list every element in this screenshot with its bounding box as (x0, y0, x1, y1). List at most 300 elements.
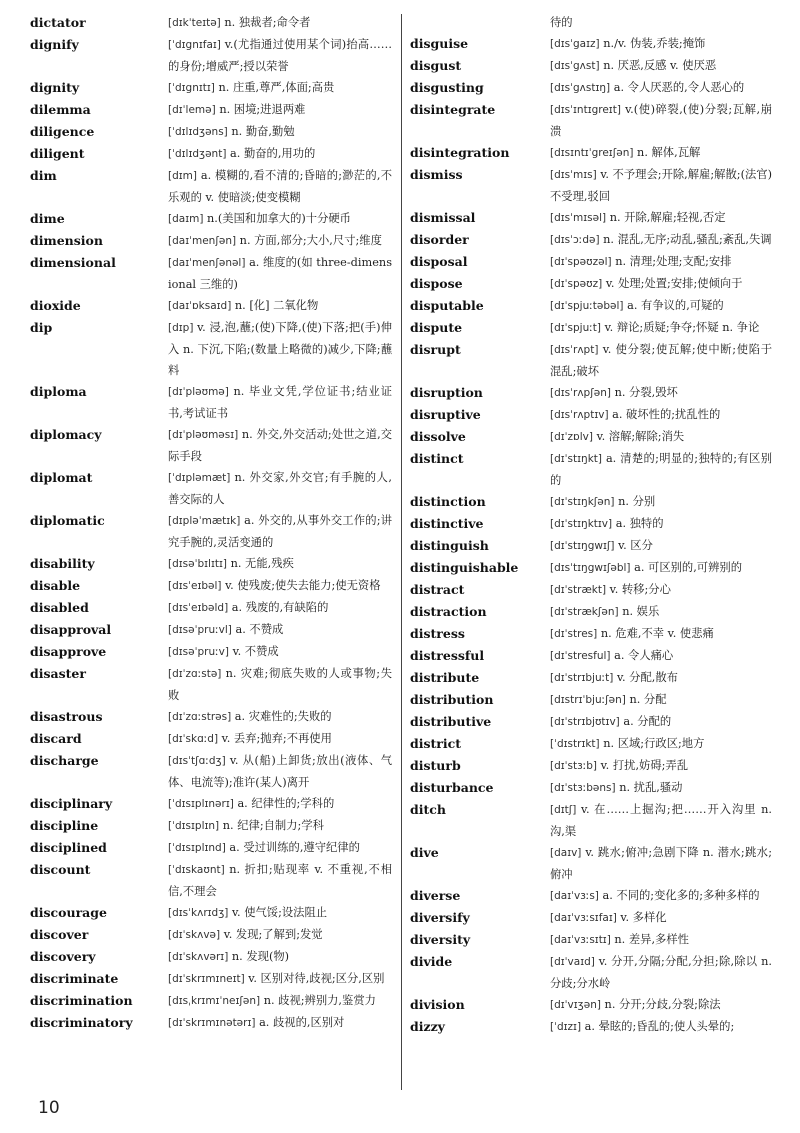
entry-body (168, 946, 392, 968)
entry-phonetic: [daɪv] (550, 847, 582, 859)
entry-body (168, 467, 392, 510)
entry-word: diverse (410, 888, 461, 903)
entry-body (168, 77, 392, 99)
entry-definition: n. 分开;分歧,分裂;除法 (604, 998, 721, 1011)
entry-body (168, 295, 392, 317)
dictionary-entry (30, 1012, 392, 1034)
entry-phonetic: [ˈdɪsɪplɪnərɪ] (168, 798, 234, 810)
dictionary-entry (410, 557, 772, 579)
dictionary-entry (30, 165, 392, 208)
dictionary-entry (410, 689, 772, 711)
entry-phonetic: [ˈdɪpləmæt] (168, 472, 231, 484)
entry-body (168, 1012, 392, 1034)
entry-word: diligent (30, 146, 85, 161)
entry-body (168, 510, 392, 553)
dictionary-entry (410, 99, 772, 142)
entry-phonetic: [dɪsˈeɪbəld] (168, 602, 229, 614)
entry-definition: n. 勤奋,勤勉 (231, 125, 295, 138)
dictionary-entry (410, 164, 772, 207)
entry-body (168, 968, 392, 990)
dictionary-entry (30, 553, 392, 575)
entry-definition: n. 解体,瓦解 (637, 146, 701, 159)
entry-body (550, 77, 772, 99)
entry-body (168, 641, 392, 663)
entry-body (550, 142, 772, 164)
dictionary-entry (30, 750, 392, 793)
entry-word: discover (30, 927, 89, 942)
dictionary-entry (30, 619, 392, 641)
entry-body (550, 689, 772, 711)
entry-definition: a. 令人厌恶的,令人恶心的 (613, 81, 745, 94)
entry-definition: v. 不予理会;开除,解雇;解散;(法官)不受理,驳回 (550, 168, 772, 203)
entry-phonetic: [dɪsˈmɪsəl] (550, 212, 607, 224)
entry-phonetic: [dɪsəˈpruːvl] (168, 624, 232, 636)
entry-phonetic: [dɪsˈmɪs] (550, 169, 597, 181)
dictionary-entry (410, 623, 772, 645)
entry-definition: a. 独特的 (615, 517, 664, 530)
entry-word: disturbance (410, 780, 494, 795)
entry-phonetic: [ˈdɪlɪdʒənt] (168, 148, 227, 160)
entry-definition: v. 溶解;解除;消失 (596, 430, 685, 443)
entry-definition: v. 从(船)上卸货;放出(液体、气体、电流等);准许(某人)离开 (168, 754, 392, 789)
right-column (410, 12, 772, 1038)
entry-definition: n. 区域;行政区;地方 (603, 737, 705, 750)
entry-word: dimensional (30, 255, 116, 270)
entry-phonetic: [dɪsˈɔːdə] (550, 234, 600, 246)
entry-body (550, 229, 772, 251)
entry-word: disastrous (30, 709, 103, 724)
entry-phonetic: [dɪsˈgaɪz] (550, 38, 600, 50)
entry-phonetic: [dɪsˈrʌpt] (550, 344, 599, 356)
dictionary-entry (410, 733, 772, 755)
entry-body (550, 929, 772, 951)
entry-word: dispose (410, 276, 463, 291)
entry-body (550, 317, 772, 339)
entry-body (168, 750, 392, 793)
entry-definition: a. 可区别的,可辨别的 (634, 561, 742, 574)
entry-body (168, 12, 392, 34)
entry-word: dim (30, 168, 57, 183)
entry-definition: v. 辩论;质疑;争夺;怀疑 n. 争论 (604, 321, 760, 334)
dictionary-entry (410, 755, 772, 777)
entry-phonetic: [daɪˈmenʃənəl] (168, 257, 246, 269)
entry-body (550, 491, 772, 513)
entry-body (550, 207, 772, 229)
entry-definition: n. 独裁者;命令者 (224, 16, 311, 29)
entry-body (550, 601, 772, 623)
entry-body (168, 424, 392, 467)
entry-body (550, 99, 772, 142)
entry-word: diligence (30, 124, 95, 139)
entry-definition: n. 外交家,外交官;有手腕的人,善交际的人 (168, 471, 392, 506)
dictionary-entry (410, 799, 772, 842)
entry-body (168, 902, 392, 924)
entry-phonetic: [dɪˈlemə] (168, 104, 216, 116)
dictionary-entry (410, 601, 772, 623)
entry-body (550, 33, 772, 55)
entry-phonetic: [dɪsɪntɪˈgreɪʃən] (550, 147, 634, 159)
entry-definition: v. 使气馁;设法阻止 (231, 906, 328, 919)
dictionary-entry (410, 711, 772, 733)
entry-word: dive (410, 845, 439, 860)
entry-definition: v. 发现;了解到;发觉 (223, 928, 323, 941)
entry-body (550, 755, 772, 777)
entry-body (550, 426, 772, 448)
entry-body (168, 381, 392, 424)
entry-phonetic: [dɪsˈkʌrɪdʒ] (168, 907, 229, 919)
entry-definition: v. 分配,散布 (616, 671, 678, 684)
entry-definition: v. 使分裂;使瓦解;使中断;使陷于混乱;破坏 (550, 343, 772, 378)
entry-body (550, 295, 772, 317)
entry-word: disguise (410, 36, 469, 51)
entry-phonetic: [dɪˈvaɪd] (550, 956, 595, 968)
dictionary-entry (30, 575, 392, 597)
dictionary-entry (410, 513, 772, 535)
entry-definition: n. 方面,部分;大小,尺寸;维度 (239, 234, 382, 247)
entry-body (550, 513, 772, 535)
entry-phonetic: [ˈdɪlɪdʒəns] (168, 126, 228, 138)
entry-phonetic: [dɪsˌkrɪmɪˈneɪʃən] (168, 995, 261, 1007)
entry-phonetic: [dɪsˈrʌptɪv] (550, 409, 609, 421)
entry-definition: a. 勤奋的,用功的 (230, 147, 316, 160)
entry-phonetic: [ˈdɪskaʊnt] (168, 864, 225, 876)
entry-body (550, 733, 772, 755)
entry-word: dip (30, 320, 53, 335)
entry-word: disturb (410, 758, 461, 773)
entry-phonetic: [dɪˈstɜːbəns] (550, 782, 616, 794)
entry-definition: v. 浸,泡,蘸;(使)下降,(使)下落;把(手)伸入 n. 下沉,下陷;(数量上略微的)减少,下降;蘸料 (168, 321, 392, 377)
entry-word: dismissal (410, 210, 476, 225)
entry-phonetic: [dɪsəˈpruːv] (168, 646, 229, 658)
entry-phonetic: [dɪˈstrækt] (550, 584, 607, 596)
entry-definition: n. 毕业文凭,学位证书;结业证书,考试证书 (168, 385, 393, 420)
entry-phonetic: [dɪˈstɜːb] (550, 760, 598, 772)
entry-body (550, 799, 772, 842)
dictionary-entry (30, 295, 392, 317)
entry-phonetic: [ˈdɪgnɪtɪ] (168, 82, 215, 94)
entry-definition: a. 晕眩的;昏乱的;使人头晕的; (584, 1020, 735, 1033)
entry-word: discharge (30, 753, 99, 768)
entry-word: distribution (410, 692, 494, 707)
entry-phonetic: [dɪˈstrɪbjuːt] (550, 672, 614, 684)
dictionary-entry (410, 994, 772, 1016)
entry-definition: n. 外交,外交活动;处世之道,交际手段 (168, 428, 392, 463)
entry-body (550, 164, 772, 207)
entry-body (168, 34, 392, 77)
entry-word: discriminatory (30, 1015, 133, 1030)
entry-word: dilemma (30, 102, 91, 117)
dictionary-entry (410, 55, 772, 77)
entry-word: distinct (410, 451, 464, 466)
entry-body (550, 711, 772, 733)
entry-body (168, 230, 392, 252)
entry-phonetic: [dɪˈzɑːstə] (168, 668, 222, 680)
dictionary-entry (30, 837, 392, 859)
entry-phonetic: [dɪsˈɪntɪgreɪt] (550, 104, 621, 116)
entry-word: distributive (410, 714, 492, 729)
entry-body (168, 553, 392, 575)
dictionary-entry (410, 142, 772, 164)
entry-word: diplomat (30, 470, 93, 485)
entry-body (550, 339, 772, 382)
entry-phonetic: [daɪˈɒksaɪd] (168, 300, 232, 312)
dictionary-entry (410, 579, 772, 601)
entry-word: disorder (410, 232, 469, 247)
entry-phonetic: [dɪkˈteɪtə] (168, 17, 221, 29)
entry-word: disrupt (410, 342, 461, 357)
entry-definition: v.(使)碎裂,(使)分裂;瓦解,崩溃 (550, 103, 772, 138)
entry-definition: n. 开除,解雇;轻视,否定 (609, 211, 726, 224)
dictionary-entry (30, 252, 392, 295)
entry-body (550, 448, 772, 491)
dictionary-entry (410, 448, 772, 491)
dictionary-entry (30, 968, 392, 990)
entry-phonetic: [dɪsˈgʌstɪŋ] (550, 82, 611, 94)
dictionary-entry (410, 404, 772, 426)
dictionary-entry (30, 990, 392, 1012)
entry-phonetic: [ˈdɪzɪ] (550, 1021, 582, 1033)
dictionary-entry (30, 381, 392, 424)
entry-definition: a. 破坏性的;扰乱性的 (612, 408, 721, 421)
dictionary-entry (410, 33, 772, 55)
entry-phonetic: [daɪˈvɜːs] (550, 890, 599, 902)
entry-phonetic: [dɪˈpləʊməsɪ] (168, 429, 239, 441)
entry-body (550, 404, 772, 426)
entry-word: dime (30, 211, 65, 226)
entry-phonetic: [daɪˈvɜːsɪtɪ] (550, 934, 611, 946)
entry-body (550, 885, 772, 907)
entry-definition: n. 厌恶,反感 v. 使厌恶 (603, 59, 717, 72)
entry-body (168, 597, 392, 619)
entry-phonetic: [dɪˈvɪʒən] (550, 999, 601, 1011)
entry-word: divide (410, 954, 453, 969)
entry-body (168, 793, 392, 815)
dictionary-entry (410, 207, 772, 229)
entry-definition: a. 有争议的,可疑的 (627, 299, 724, 312)
entry-word: distract (410, 582, 465, 597)
entry-definition: n. 扰乱,骚动 (619, 781, 683, 794)
entry-definition: v. 分开,分隔;分配,分担;除,除以 n. 分歧;分水岭 (550, 955, 772, 990)
entry-word: dimension (30, 233, 103, 248)
dictionary-entry (30, 12, 392, 34)
dictionary-entry (30, 946, 392, 968)
dictionary-entry (30, 34, 392, 77)
entry-body (168, 619, 392, 641)
entry-word: discourage (30, 905, 107, 920)
dictionary-entry (410, 842, 772, 885)
entry-word: disintegration (410, 145, 510, 160)
entry-phonetic: [dɪsˈgʌst] (550, 60, 600, 72)
entry-phonetic: [dɪˈspəʊz] (550, 278, 603, 290)
dictionary-entry (30, 815, 392, 837)
entry-word: ditch (410, 802, 446, 817)
entry-phonetic: [ˈdɪstrɪkt] (550, 738, 600, 750)
entry-word: distribute (410, 670, 480, 685)
entry-phonetic: [ˈdɪsɪplɪn] (168, 820, 220, 832)
entry-definition: n. [化] 二氧化物 (234, 299, 319, 312)
dictionary-entry (30, 641, 392, 663)
entry-word: dignify (30, 37, 79, 52)
entry-definition: n. 折扣;贴现率 v. 不重视,不相信,不理会 (168, 863, 393, 898)
entry-definition: v. 丢弃;抛弃;不再使用 (221, 732, 332, 745)
entry-word: disgusting (410, 80, 484, 95)
entry-definition: v. 在……上掘沟;把……开入沟里 n. 沟,渠 (550, 803, 772, 838)
entry-word: distraction (410, 604, 487, 619)
entry-word: disaster (30, 666, 86, 681)
entry-phonetic: [dɪˈstɪŋktɪv] (550, 518, 613, 530)
entry-word: dizzy (410, 1019, 445, 1034)
entry-word: disciplinary (30, 796, 113, 811)
entry-body (168, 815, 392, 837)
entry-definition: v. 不赞成 (232, 645, 279, 658)
entry-body (168, 208, 392, 230)
entry-phonetic: [dɪˈstres] (550, 628, 598, 640)
dictionary-entry (410, 382, 772, 404)
entry-phonetic: [dɪˈstrækʃən] (550, 606, 619, 618)
entry-definition: n. 分裂,毁坏 (614, 386, 678, 399)
entry-word: disability (30, 556, 95, 571)
entry-definition: v.(尤指通过使用某个词)抬高……的身份;增威严;授以荣誉 (168, 38, 393, 73)
entry-phonetic: [dɪtʃ] (550, 804, 577, 816)
entry-word: distinctive (410, 516, 484, 531)
dictionary-entry (30, 121, 392, 143)
entry-definition: a. 令人痛心 (614, 649, 674, 662)
entry-body (550, 951, 772, 994)
entry-phonetic: [dɪˈskrɪmɪnətərɪ] (168, 1017, 256, 1029)
entry-phonetic: [dɪˈskʌvə] (168, 929, 221, 941)
dictionary-entry (30, 424, 392, 467)
entry-body (168, 706, 392, 728)
entry-definition: n. 庄重,尊严,体面;高贵 (218, 81, 335, 94)
dictionary-entry (410, 317, 772, 339)
entry-body (168, 121, 392, 143)
dictionary-entry (410, 929, 772, 951)
entry-definition: n./v. 伪装,乔装;掩饰 (603, 37, 706, 50)
dictionary-entry (410, 339, 772, 382)
entry-word: diplomatic (30, 513, 105, 528)
entry-definition: a. 模糊的,看不清的;昏暗的;渺茫的,不乐观的 v. 使暗淡;使变模糊 (168, 169, 393, 204)
dictionary-entry (30, 706, 392, 728)
entry-definition: n. 娱乐 (622, 605, 660, 618)
entry-word: discount (30, 862, 91, 877)
entry-word: district (410, 736, 462, 751)
entry-word: disciplined (30, 840, 107, 855)
entry-word: dictator (30, 15, 86, 30)
entry-word: discipline (30, 818, 99, 833)
entry-definition: v. 区别对待,歧视;区分,区别 (248, 972, 385, 985)
dictionary-entry (30, 208, 392, 230)
entry-definition: n. 差异,多样性 (614, 933, 689, 946)
entry-body (168, 165, 392, 208)
entry-body (168, 728, 392, 750)
entry-phonetic: [dɪm] (168, 170, 197, 182)
dictionary-entry (410, 77, 772, 99)
entry-definition: v. 打扰,妨碍;弄乱 (600, 759, 689, 772)
entry-definition: v. 使残废;使失去能力;使无资格 (225, 579, 381, 592)
entry-definition: a. 纪律性的;学科的 (237, 797, 335, 810)
dictionary-entry (30, 230, 392, 252)
entry-definition: a. 受过训练的,遵守纪律的 (229, 841, 360, 854)
entry-word: disabled (30, 600, 89, 615)
entry-definition: a. 歧视的,区别对 (259, 1016, 345, 1029)
entry-phonetic: [dɪˈskɑːd] (168, 733, 219, 745)
entry-word: dismiss (410, 167, 463, 182)
dictionary-entry (30, 597, 392, 619)
entry-phonetic: [dɪˈstɪŋgwɪʃ] (550, 540, 615, 552)
entry-word: division (410, 997, 465, 1012)
entry-body (550, 645, 772, 667)
dictionary-entry (30, 902, 392, 924)
entry-body (550, 842, 772, 885)
dictionary-entry (410, 667, 772, 689)
entry-phonetic: [dɪsˈeɪbəl] (168, 580, 222, 592)
entry-word: distinction (410, 494, 486, 509)
entry-body (550, 382, 772, 404)
entry-definition: n. 分别 (618, 495, 656, 508)
entry-definition: n. 危难,不幸 v. 使悲痛 (600, 627, 714, 640)
left-column (30, 12, 392, 1034)
dictionary-entry (30, 663, 392, 706)
entry-word: dissolve (410, 429, 466, 444)
entry-word: dioxide (30, 298, 81, 313)
entry-body (550, 907, 772, 929)
entry-word: distressful (410, 648, 485, 663)
dictionary-entry (410, 229, 772, 251)
entry-phonetic: [dɪˈstresful] (550, 650, 611, 662)
entry-phonetic: [dɪsˈtɪŋgwɪʃəbl] (550, 562, 631, 574)
dictionary-entry (410, 885, 772, 907)
entry-body (168, 317, 392, 381)
entry-definition: a. 灾难性的;失败的 (234, 710, 332, 723)
entry-phonetic: [dɪsəˈbɪlɪtɪ] (168, 558, 227, 570)
entry-phonetic: [dɪˈzɒlv] (550, 431, 593, 443)
entry-body (168, 859, 392, 902)
entry-body (168, 663, 392, 706)
entry-body (168, 837, 392, 859)
entry-word: diversity (410, 932, 471, 947)
entry-phonetic: [dɪˈzɑːstrəs] (168, 711, 232, 723)
entry-definition: v. 多样化 (620, 911, 667, 924)
entry-word: disapprove (30, 644, 107, 659)
dictionary-entry (30, 793, 392, 815)
entry-phonetic: [dɪstrɪˈbjuːʃən] (550, 694, 626, 706)
dictionary-entry (30, 859, 392, 902)
entry-definition: n.(美国和加拿大的)十分硬币 (207, 212, 351, 225)
entry-word: disposal (410, 254, 468, 269)
entry-word: discriminate (30, 971, 119, 986)
entry-body (168, 143, 392, 165)
column-divider (401, 14, 402, 1090)
entry-word: disintegrate (410, 102, 496, 117)
entry-phonetic: [dɪsˈtʃɑːdʒ] (168, 755, 226, 767)
entry-body (168, 252, 392, 295)
entry-phonetic: [dɪˈstɪŋkʃən] (550, 496, 615, 508)
dictionary-entry (410, 491, 772, 513)
dictionary-entry (30, 924, 392, 946)
dictionary-entry (30, 99, 392, 121)
entry-definition: a. 维度的(如 three-dimensional 三维的) (168, 256, 392, 291)
entry-body (550, 777, 772, 799)
entry-definition: a. 清楚的;明显的;独特的;有区别的 (550, 452, 772, 487)
entry-word: diploma (30, 384, 87, 399)
entry-body (550, 667, 772, 689)
entry-word: diplomacy (30, 427, 102, 442)
dictionary-entry (410, 535, 772, 557)
dictionary-entry (30, 77, 392, 99)
entry-definition: a. 外交的,从事外交工作的;讲究手腕的,灵活变通的 (168, 514, 392, 549)
entry-body (550, 273, 772, 295)
entry-phonetic: [dɪˈspəʊzəl] (550, 256, 612, 268)
